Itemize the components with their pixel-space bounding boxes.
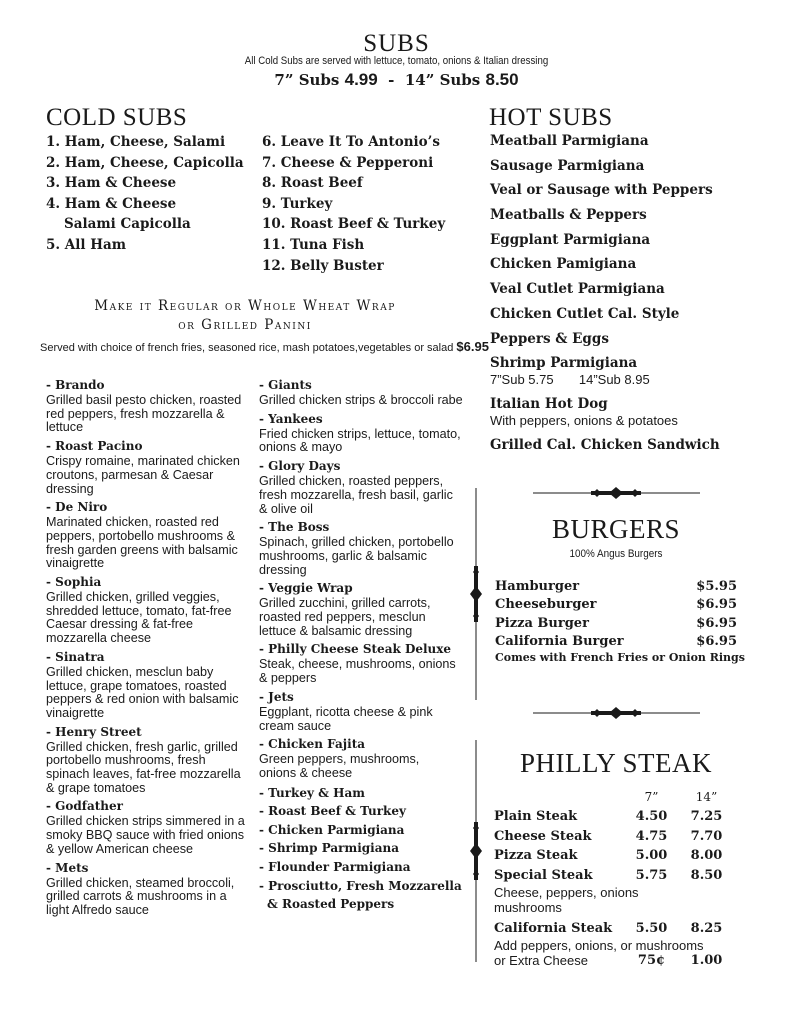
wrap-desc: Grilled chicken strips & broccoli rabe bbox=[259, 393, 463, 407]
wrap-name: - De Niro bbox=[46, 500, 108, 515]
burgers-subheading: 100% Angus Burgers bbox=[569, 548, 663, 560]
burgers-list bbox=[495, 577, 745, 664]
item-name: Pizza Burger bbox=[495, 615, 589, 631]
item-price: 1.00 bbox=[690, 953, 723, 969]
item-price: 8.50 bbox=[690, 868, 723, 884]
list-item: Chicken Cutlet Cal. Style bbox=[490, 305, 680, 322]
list-item: Grilled Cal. Chicken Sandwich bbox=[490, 437, 720, 454]
list-item: Chicken Pamigiana bbox=[490, 256, 637, 273]
wrap-name: - Brando bbox=[46, 378, 105, 392]
item-price: 5.75 bbox=[635, 868, 668, 884]
col-14: 14” bbox=[695, 790, 718, 804]
list-item: 2. Ham, Cheese, Capicolla bbox=[46, 154, 244, 171]
wrap-name: - Sinatra bbox=[46, 649, 105, 664]
list-item: Veal Cutlet Parmigiana bbox=[490, 281, 665, 298]
item-price: $6.95 bbox=[696, 597, 737, 613]
item-name: California Steak bbox=[494, 920, 613, 936]
price-label-7: 7” Subs bbox=[274, 71, 340, 89]
price-separator: - bbox=[388, 71, 395, 89]
list-item bbox=[46, 499, 251, 571]
wrap-desc: Marinated chicken, roasted red peppers, portobello mushrooms & fresh garden greens with balsamic vinaigrette bbox=[46, 515, 238, 571]
list-item bbox=[259, 411, 464, 455]
item-name: Cheeseburger bbox=[495, 597, 597, 613]
list-item bbox=[259, 377, 464, 408]
list-item bbox=[495, 596, 737, 615]
list-item bbox=[259, 519, 464, 577]
special-desc: mushrooms bbox=[494, 900, 562, 916]
wrap-note-text: Served with choice of french fries, seasoned rice, mash potatoes,vegetables or salad bbox=[40, 342, 454, 354]
list-item bbox=[46, 649, 251, 721]
col-7: 7” bbox=[644, 790, 659, 804]
shrimp-prices bbox=[490, 372, 720, 396]
list-item: Salami Capicolla bbox=[64, 216, 191, 233]
list-item: Sausage Parmigiana bbox=[490, 157, 645, 174]
item-price: 4.75 bbox=[635, 828, 668, 844]
special-desc: Cheese, peppers, onions bbox=[494, 885, 639, 901]
wrap-name: - Henry Street bbox=[46, 724, 142, 739]
wrap-desc: Grilled chicken, mesclun baby lettuce, grape tomatoes, roasted peppers & red onion with balsamic vinaigrette bbox=[46, 664, 239, 720]
list-item: - Chicken Parmigiana bbox=[259, 822, 405, 837]
list-item: & Roasted Peppers bbox=[267, 897, 395, 912]
list-item bbox=[495, 633, 737, 652]
wrap-desc: Grilled basil pesto chicken, roasted red peppers, fresh mozzarella & lettuce bbox=[46, 393, 242, 435]
item-price: 8.25 bbox=[690, 920, 723, 936]
wrap-name: - Roast Pacino bbox=[46, 439, 143, 454]
cold-subs-list-2 bbox=[262, 132, 445, 276]
item-name: Hamburger bbox=[495, 578, 580, 594]
item-name: Plain Steak bbox=[494, 809, 578, 825]
list-item: Eggplant Parmigiana bbox=[490, 231, 651, 248]
wrap-note bbox=[40, 339, 489, 354]
list-item bbox=[46, 377, 251, 435]
wrap-name: - Godfather bbox=[46, 799, 123, 814]
price-7: 4.99 bbox=[344, 70, 378, 89]
list-item: Meatball Parmigiana bbox=[490, 133, 649, 149]
wrap-name: - Giants bbox=[259, 378, 312, 392]
wrap-desc: Steak, cheese, mushrooms, onions & peppers bbox=[259, 657, 456, 686]
list-item bbox=[259, 689, 464, 733]
wrap-name: - Veggie Wrap bbox=[259, 581, 353, 596]
list-item: 7. Cheese & Pepperoni bbox=[262, 154, 434, 171]
wrap-price: $6.95 bbox=[456, 339, 489, 354]
item-price: 7.25 bbox=[690, 809, 723, 825]
california-desc: Add peppers, onions, or mushrooms bbox=[494, 937, 704, 953]
hotdog-desc: With peppers, onions & potatoes bbox=[490, 413, 678, 429]
subs-subtitle: All Cold Subs are served with lettuce, tomato, onions & Italian dressing bbox=[244, 55, 549, 67]
item-price: 4.50 bbox=[635, 809, 668, 825]
price-label-14: 14” Subs bbox=[404, 71, 481, 89]
wrap-desc: Crispy romaine, marinated chicken croutons, parmesan & Caesar dressing bbox=[46, 454, 240, 496]
list-item: 9. Turkey bbox=[262, 195, 333, 212]
shrimp-price-14: 14”Sub 8.95 bbox=[578, 372, 650, 388]
list-item bbox=[259, 641, 464, 685]
ornament-divider bbox=[533, 706, 700, 720]
ornament-divider bbox=[533, 486, 700, 500]
wrap-name: - Yankees bbox=[259, 411, 323, 426]
list-item bbox=[46, 574, 251, 646]
wrap-heading: Make it Regular or Whole Wheat Wrap bbox=[94, 298, 396, 314]
wrap-name: - Mets bbox=[46, 860, 89, 875]
list-item: 6. Leave It To Antonio’s bbox=[262, 134, 440, 150]
list-item bbox=[259, 458, 464, 516]
list-item: - Flounder Parmigiana bbox=[259, 860, 411, 875]
list-item: Italian Hot Dog bbox=[490, 396, 608, 413]
wrap-name: - Glory Days bbox=[259, 459, 341, 474]
list-item: - Roast Beef & Turkey bbox=[259, 804, 406, 819]
wrap-name: - Jets bbox=[259, 689, 294, 704]
list-item: 12. Belly Buster bbox=[262, 257, 384, 274]
item-name: Pizza Steak bbox=[494, 848, 578, 864]
item-price: $6.95 bbox=[696, 634, 737, 650]
wrap-name: - Sophia bbox=[46, 575, 102, 590]
item-price: 7.70 bbox=[690, 828, 723, 844]
california-desc: or Extra Cheese bbox=[494, 953, 588, 969]
item-price: 75¢ bbox=[637, 953, 666, 969]
list-item: 1. Ham, Cheese, Salami bbox=[46, 134, 226, 150]
wrap-list-1 bbox=[46, 377, 251, 921]
cold-subs-heading: COLD SUBS bbox=[46, 104, 188, 131]
list-item bbox=[46, 798, 251, 856]
shrimp-price-7: 7”Sub 5.75 bbox=[490, 372, 554, 388]
list-item: 8. Roast Beef bbox=[262, 175, 363, 192]
list-item bbox=[495, 614, 737, 633]
price-14: 8.50 bbox=[485, 70, 519, 89]
list-item bbox=[494, 846, 734, 866]
ornament-vertical bbox=[469, 740, 483, 962]
list-item: - Turkey & Ham bbox=[259, 785, 365, 800]
wrap-desc: Spinach, grilled chicken, portobello mushrooms, garlic & balsamic dressing bbox=[259, 535, 454, 577]
list-item bbox=[494, 807, 734, 827]
subs-prices bbox=[0, 70, 793, 90]
wrap-list-2 bbox=[259, 377, 464, 914]
list-item: - Prosciutto, Fresh Mozzarella bbox=[259, 878, 462, 893]
item-price: 5.50 bbox=[635, 920, 668, 936]
list-item: 5. All Ham bbox=[46, 236, 127, 253]
item-price: 8.00 bbox=[690, 848, 723, 864]
list-item bbox=[46, 860, 251, 918]
wrap-desc: Fried chicken strips, lettuce, tomato, onions & mayo bbox=[259, 426, 461, 455]
list-item: 4. Ham & Cheese bbox=[46, 195, 177, 212]
list-item bbox=[494, 918, 734, 938]
philly-col-headers bbox=[494, 790, 734, 807]
list-item: Shrimp Parmigiana bbox=[490, 355, 638, 372]
wrap-desc: Grilled chicken, grilled veggies, shredded lettuce, tomato, fat-free Caesar dressing & fat-free mozzarella cheese bbox=[46, 590, 232, 646]
list-item: 10. Roast Beef & Turkey bbox=[262, 216, 446, 233]
wrap-name: - The Boss bbox=[259, 520, 330, 535]
list-item: 11. Tuna Fish bbox=[262, 236, 365, 253]
list-item: Peppers & Eggs bbox=[490, 330, 609, 347]
list-item bbox=[46, 724, 251, 796]
list-item bbox=[46, 438, 251, 496]
hot-subs-list bbox=[490, 133, 720, 462]
item-name: Cheese Steak bbox=[494, 828, 592, 844]
list-item: Veal or Sausage with Peppers bbox=[490, 182, 713, 199]
list-item: - Shrimp Parmigiana bbox=[259, 841, 399, 856]
list-item bbox=[259, 736, 464, 780]
list-item bbox=[494, 827, 734, 847]
hot-subs-heading: HOT SUBS bbox=[489, 104, 613, 131]
wrap-desc: Grilled chicken, roasted peppers, fresh mozzarella, fresh basil, garlic & olive oil bbox=[259, 474, 453, 516]
burgers-heading: BURGERS bbox=[551, 514, 681, 544]
item-price: $5.95 bbox=[696, 578, 737, 594]
list-item bbox=[259, 580, 464, 638]
burgers-note: Comes with French Fries or Onion Rings bbox=[495, 651, 745, 664]
wrap-heading-2: or Grilled Panini bbox=[178, 317, 312, 333]
wrap-name: - Chicken Fajita bbox=[259, 737, 366, 752]
cold-subs-list-1 bbox=[46, 132, 244, 256]
list-item bbox=[494, 866, 734, 886]
wrap-desc: Grilled chicken, fresh garlic, grilled portobello mushrooms, fresh spinach leaves, fat-free mozzarella & grape tomatoes bbox=[46, 739, 241, 795]
item-name: California Burger bbox=[495, 634, 624, 650]
page-title: SUBS bbox=[363, 30, 430, 57]
extra-cheese-row bbox=[494, 953, 734, 969]
wrap-desc: Grilled chicken strips simmered in a smoky BBQ sauce with fried onions & yellow American cheese bbox=[46, 814, 245, 856]
list-item: Meatballs & Peppers bbox=[490, 207, 647, 224]
list-item: 3. Ham & Cheese bbox=[46, 175, 177, 192]
wrap-desc: Grilled zucchini, grilled carrots, roasted red peppers, mesclun lettuce & balsamic dressing bbox=[259, 596, 431, 638]
wrap-desc: Eggplant, ricotta cheese & pink cream sauce bbox=[259, 704, 433, 733]
list-item bbox=[495, 577, 737, 596]
item-price: 5.00 bbox=[635, 848, 668, 864]
philly-table bbox=[494, 790, 734, 969]
wrap-name: - Philly Cheese Steak Deluxe bbox=[259, 642, 452, 657]
wrap-desc: Grilled chicken, steamed broccoli, grilled carrots & mushrooms in a light Alfredo sauce bbox=[46, 875, 235, 917]
item-name: Special Steak bbox=[494, 868, 593, 884]
wrap-desc: Green peppers, mushrooms, onions & cheese bbox=[259, 752, 420, 780]
philly-heading: PHILLY STEAK bbox=[519, 748, 713, 778]
item-price: $6.95 bbox=[696, 615, 737, 631]
ornament-vertical bbox=[469, 488, 483, 700]
